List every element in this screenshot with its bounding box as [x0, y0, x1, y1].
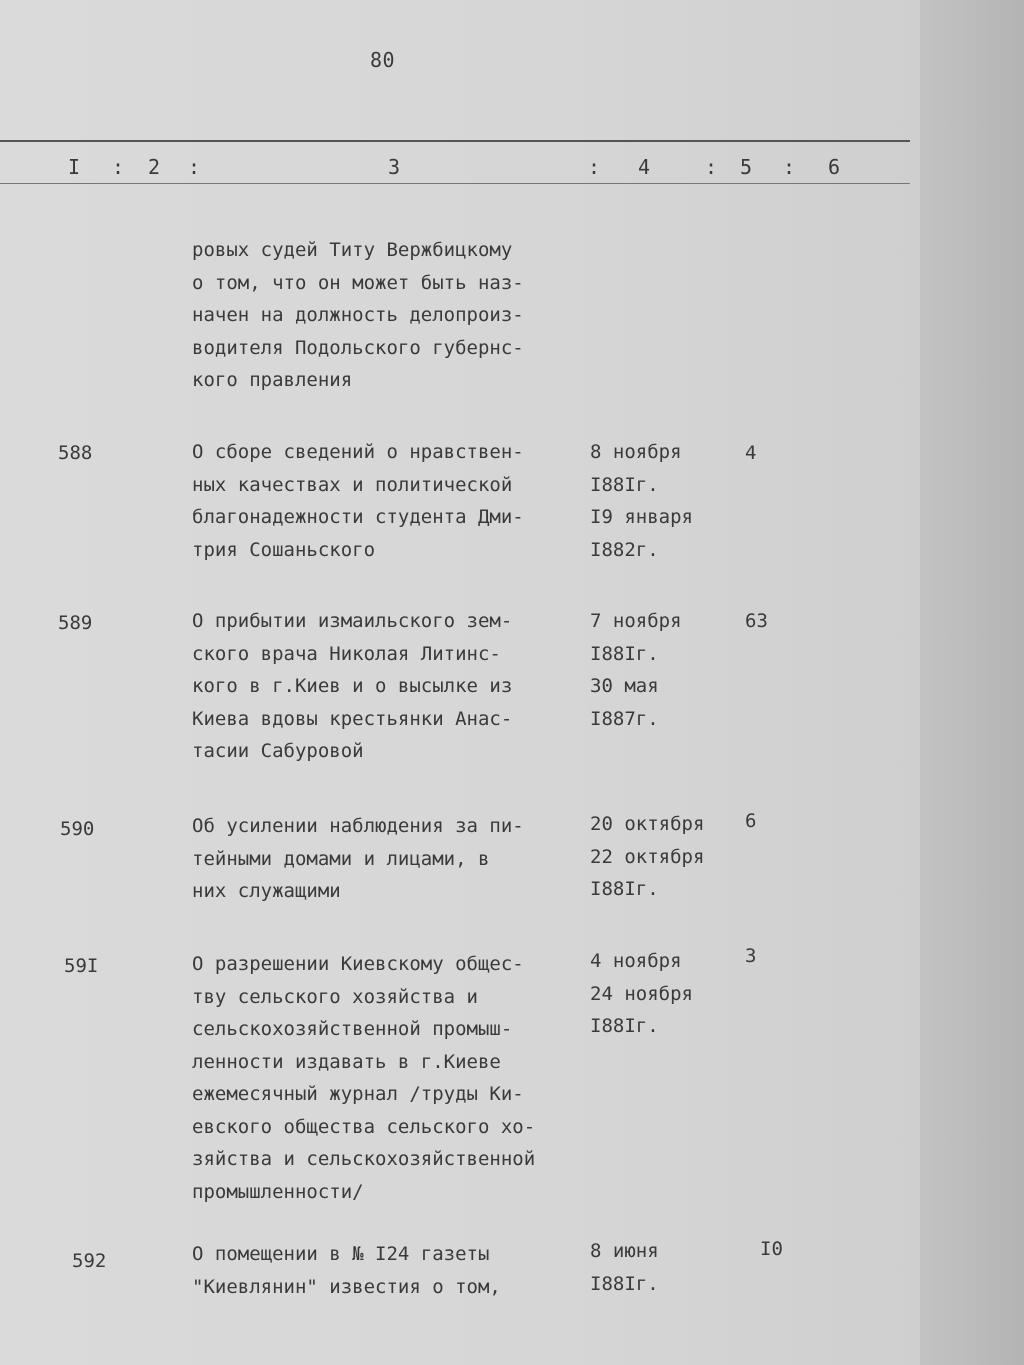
header-rule-top: [0, 140, 910, 142]
column-header-3: 3: [388, 155, 401, 179]
underlying-page: [905, 0, 1024, 1365]
column-header-4: 4: [638, 155, 651, 179]
row-description: Об усилении наблюдения за пи- тейными домами и лицами, в них служащими: [192, 815, 524, 902]
column-header-5: 5: [740, 155, 753, 179]
column-separator: :: [112, 155, 125, 179]
row-description: О разрешении Киевскому общес- тву сельского хозяйства и сельскохозяйственной промыш- ленности издавать в г.Киеве ежемесячный журнал /труды Ки- евского общества сельского хо- зяйства и сельскохозяйственной промышленности/: [192, 953, 536, 1203]
column-separator: :: [783, 155, 796, 179]
row-dates: 8 ноября I88Iг. I9 января I882г.: [590, 441, 693, 561]
continuation-description: ровых судей Титу Вержбицкому о том, что он может быть наз- начен на должность делопроиз- водителя Подольского губернс- кого правления: [192, 239, 524, 391]
row-description: О прибытии измаильского зем- ского врача Николая Литинс- кого в г.Киев и о высылке из Киева вдовы крестьянки Анас- тасии Сабуровой: [192, 610, 513, 762]
row-number: 59I: [64, 955, 99, 977]
row-description: О сборе сведений о нравствен- ных качествах и политической благонадежности студента Дми- трия Сошаньского: [192, 441, 524, 561]
column-separator: :: [588, 155, 601, 179]
row-sheets: 3: [745, 945, 757, 967]
row-dates: 8 июня I88Iг.: [590, 1240, 659, 1295]
column-separator: :: [188, 155, 201, 179]
column-header-1: I: [68, 155, 81, 179]
row-dates: 20 октября 22 октября I88Iг.: [590, 813, 705, 900]
row-sheets: I0: [760, 1238, 783, 1260]
page-number: 80: [370, 48, 396, 72]
column-header-2: 2: [148, 155, 161, 179]
row-dates: 4 ноября 24 ноября I88Iг.: [590, 950, 693, 1037]
column-separator: :: [705, 155, 718, 179]
column-header-6: 6: [828, 155, 841, 179]
row-description: О помещении в № I24 газеты "Киевлянин" известия о том,: [192, 1243, 501, 1298]
row-number: 588: [58, 442, 93, 464]
row-number: 589: [58, 612, 93, 634]
row-sheets: 6: [745, 810, 757, 832]
header-rule-bottom: [0, 183, 910, 184]
row-number: 590: [60, 818, 95, 840]
row-sheets: 63: [745, 610, 768, 632]
row-number: 592: [72, 1250, 107, 1272]
row-sheets: 4: [745, 442, 757, 464]
row-dates: 7 ноября I88Iг. 30 мая I887г.: [590, 610, 682, 730]
